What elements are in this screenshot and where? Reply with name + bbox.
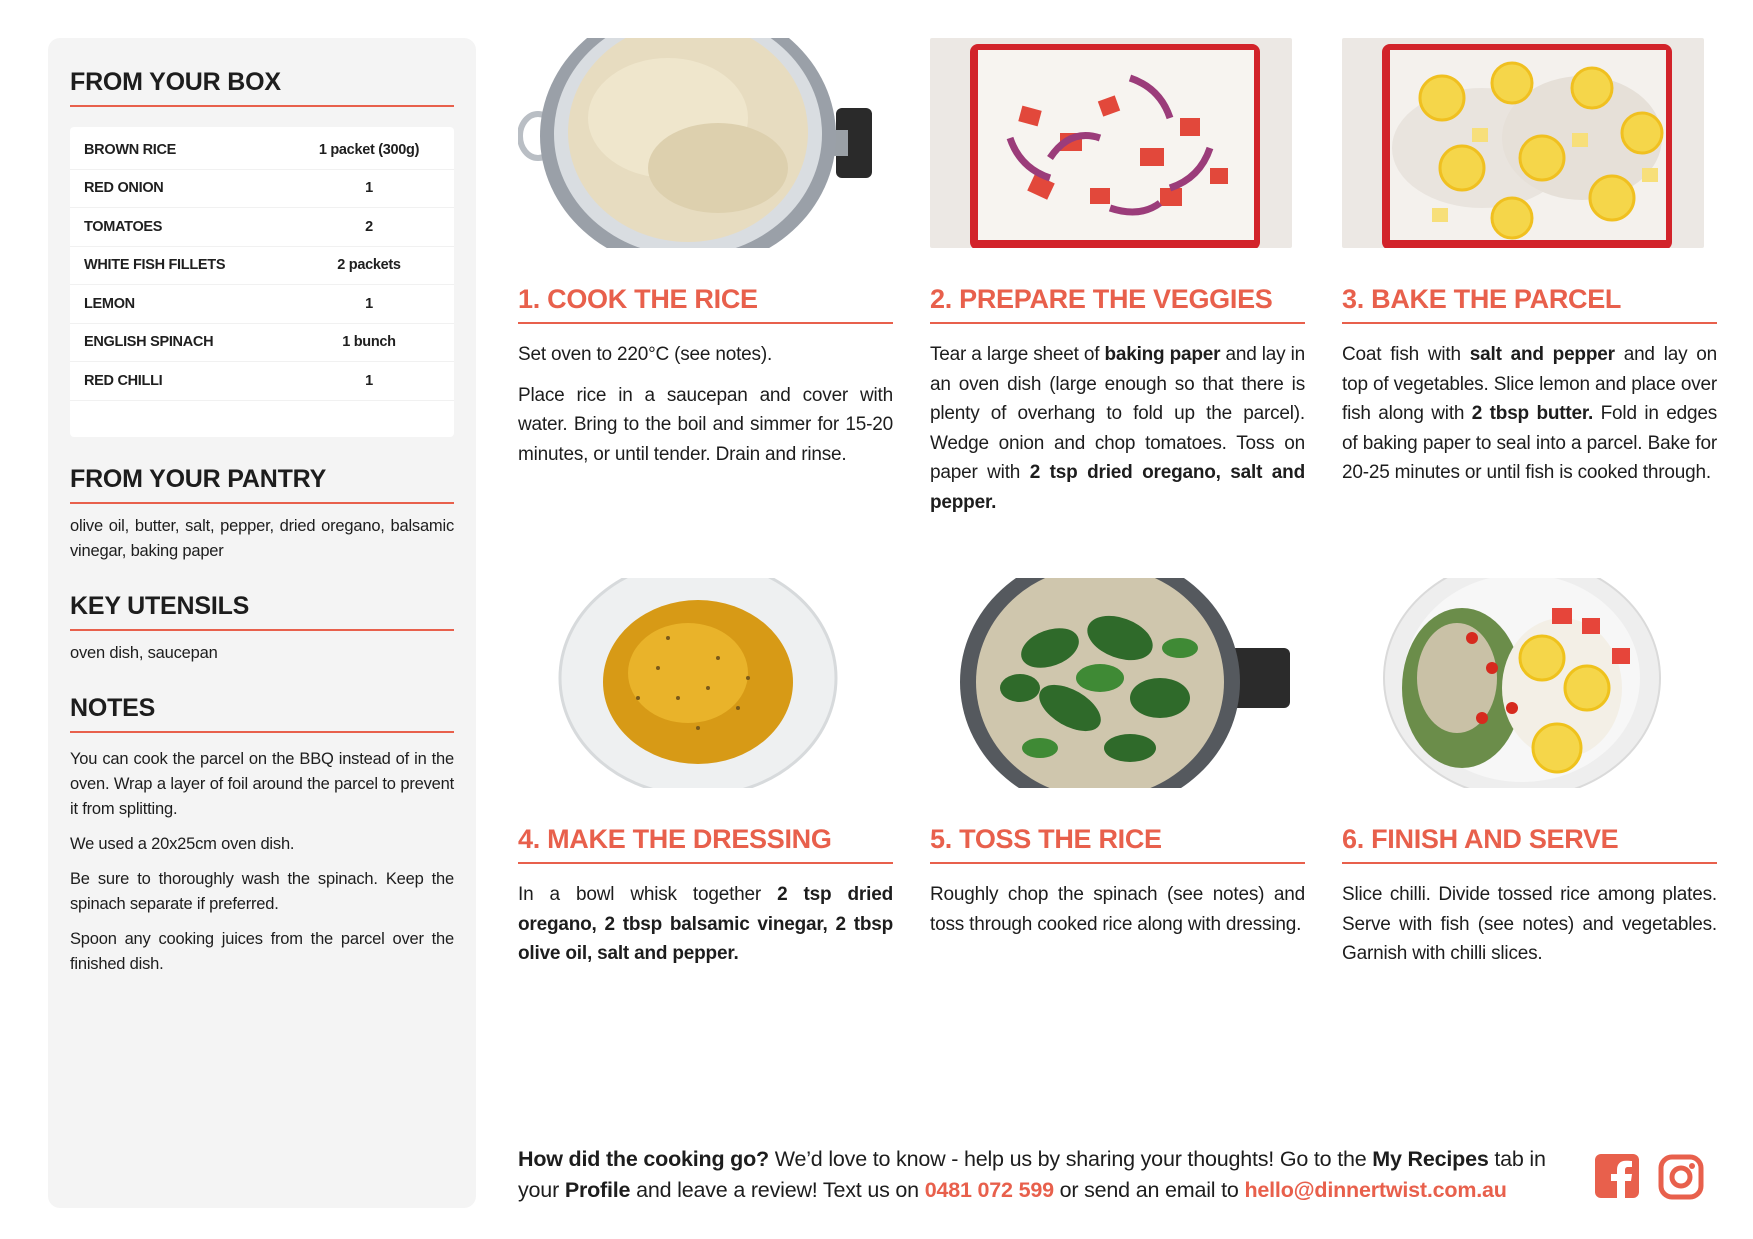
footer-text: or send an email to xyxy=(1053,1178,1245,1202)
ingredient-name: ENGLISH SPINACH xyxy=(84,334,214,351)
from-your-box-title: FROM YOUR BOX xyxy=(70,68,454,107)
ingredient-row xyxy=(70,131,454,170)
note-paragraph: Be sure to thoroughly wash the spinach. Keep the spinach separate if preferred. xyxy=(70,869,454,913)
box-ingredients-table xyxy=(70,127,454,437)
key-utensils-title: KEY UTENSILS xyxy=(70,592,454,631)
step-text: and lay on top of vegetables. Slice lemon and place over fish along with xyxy=(1342,344,1717,424)
step-paragraph xyxy=(518,340,893,370)
rice-in-colander-photo xyxy=(518,38,880,248)
ingredient-quantity: 1 bunch xyxy=(342,334,396,351)
step-1-body xyxy=(518,340,893,469)
ingredient-quantity: 1 packet (300g) xyxy=(318,141,420,158)
dressing-bowl-photo xyxy=(518,578,880,788)
step-6-title: 6. FINISH AND SERVE xyxy=(1342,824,1717,864)
ingredient-row xyxy=(70,362,454,401)
step-emphasis: 2 tsp dried oregano, salt and pepper. xyxy=(930,462,1305,513)
ingredient-quantity: 2 xyxy=(365,218,373,235)
facebook-link[interactable] xyxy=(1595,1154,1639,1198)
from-your-pantry-title: FROM YOUR PANTRY xyxy=(70,465,454,504)
ingredient-row xyxy=(70,324,454,363)
step-6 xyxy=(1342,578,1717,969)
step-text: Tear a large sheet of xyxy=(930,344,1105,365)
spinach-rice-pan-photo xyxy=(930,578,1292,788)
step-text: Set oven to 220°C (see notes). xyxy=(518,344,773,365)
plated-dish-photo xyxy=(1342,578,1704,788)
step-3-title: 3. BAKE THE PARCEL xyxy=(1342,284,1717,324)
ingredient-row xyxy=(70,208,454,247)
step-6-body xyxy=(1342,880,1717,969)
step-text: Coat fish with xyxy=(1342,344,1470,365)
step-text: Slice chilli. Divide tossed rice among plates. Serve with fish (see notes) and vegetables. Garnish with chilli slices. xyxy=(1342,884,1717,964)
step-paragraph xyxy=(1342,340,1717,488)
ingredient-name: BROWN RICE xyxy=(84,141,177,158)
ingredient-row xyxy=(70,285,454,324)
step-text: Roughly chop the spinach (see notes) and toss through cooked rice along with dressing. xyxy=(930,884,1305,935)
email-link[interactable]: hello@dinnertwist.com.au xyxy=(1244,1178,1507,1202)
step-3 xyxy=(1342,38,1717,488)
step-text: and lay in an oven dish (large enough so that there is plenty of overhang to fold up the parcel). Wedge onion and chop tomatoes. Toss on paper with xyxy=(930,344,1305,483)
utensils-text: oven dish, saucepan xyxy=(70,643,218,662)
step-emphasis: 2 tsp dried oregano, 2 tbsp balsamic vinegar, 2 tbsp olive oil, salt and pepper. xyxy=(518,884,893,964)
ingredient-quantity: 1 xyxy=(365,295,373,312)
step-2-title: 2. PREPARE THE VEGGIES xyxy=(930,284,1305,324)
step-emphasis: baking paper xyxy=(1104,344,1221,365)
step-emphasis: salt and pepper xyxy=(1469,344,1615,365)
phone-link[interactable]: 0481 072 599 xyxy=(924,1178,1054,1202)
step-2-body xyxy=(930,340,1305,517)
onion-tomato-tray-photo xyxy=(930,38,1292,248)
instagram-icon xyxy=(1658,1154,1704,1200)
ingredient-name: RED ONION xyxy=(84,180,164,197)
note-paragraph: We used a 20x25cm oven dish. xyxy=(70,834,295,853)
step-5-title: 5. TOSS THE RICE xyxy=(930,824,1305,864)
feedback-footer xyxy=(518,1144,1578,1206)
step-emphasis: 2 tbsp butter. xyxy=(1471,403,1594,424)
step-1-title: 1. COOK THE RICE xyxy=(518,284,893,324)
ingredient-row xyxy=(70,170,454,209)
footer-text: tab in your xyxy=(518,1147,1546,1202)
step-text: Place rice in a saucepan and cover with water. Bring to the boil and simmer for 15-20 minutes, or until tender. Drain and rinse. xyxy=(518,384,893,465)
step-text: Fold in edges of baking paper to seal into a parcel. Bake for 20-25 minutes or until fish is cooked through. xyxy=(1342,403,1717,483)
step-paragraph xyxy=(518,381,893,470)
note-paragraph: You can cook the parcel on the BBQ instead of in the oven. Wrap a layer of foil around the parcel to prevent it from splitting. xyxy=(70,749,454,818)
pantry-text: olive oil, butter, salt, pepper, dried oregano, balsamic vinegar, baking paper xyxy=(70,516,454,560)
footer-text: My Recipes xyxy=(1372,1147,1489,1171)
footer-text: How did the cooking go? xyxy=(518,1147,769,1171)
note-paragraph: Spoon any cooking juices from the parcel over the finished dish. xyxy=(70,929,454,973)
ingredient-name: LEMON xyxy=(84,295,135,312)
step-paragraph xyxy=(1342,880,1717,969)
step-text: In a bowl whisk together xyxy=(518,884,778,905)
step-5 xyxy=(930,578,1305,939)
ingredient-row xyxy=(70,247,454,286)
step-3-body xyxy=(1342,340,1717,488)
ingredient-name: TOMATOES xyxy=(84,218,163,235)
instagram-link[interactable] xyxy=(1658,1154,1704,1200)
step-2 xyxy=(930,38,1305,517)
ingredient-name: WHITE FISH FILLETS xyxy=(84,257,226,274)
step-paragraph xyxy=(518,880,893,969)
facebook-icon xyxy=(1595,1154,1639,1198)
footer-text: and leave a review! Text us on xyxy=(630,1178,925,1202)
step-paragraph xyxy=(930,340,1305,517)
step-1 xyxy=(518,38,893,469)
step-paragraph xyxy=(930,880,1305,939)
footer-text: Profile xyxy=(564,1178,631,1202)
step-4 xyxy=(518,578,893,969)
step-4-title: 4. MAKE THE DRESSING xyxy=(518,824,893,864)
ingredient-name: RED CHILLI xyxy=(84,372,163,389)
ingredient-quantity: 1 xyxy=(365,372,373,389)
notes-title: NOTES xyxy=(70,694,454,733)
footer-text: We’d love to know - help us by sharing your thoughts! Go to the xyxy=(769,1147,1373,1171)
step-4-body xyxy=(518,880,893,969)
fish-lemon-tray-photo xyxy=(1342,38,1704,248)
ingredients-panel xyxy=(48,38,476,1208)
ingredient-quantity: 1 xyxy=(365,180,373,197)
ingredient-quantity: 2 packets xyxy=(337,257,401,274)
step-5-body xyxy=(930,880,1305,939)
